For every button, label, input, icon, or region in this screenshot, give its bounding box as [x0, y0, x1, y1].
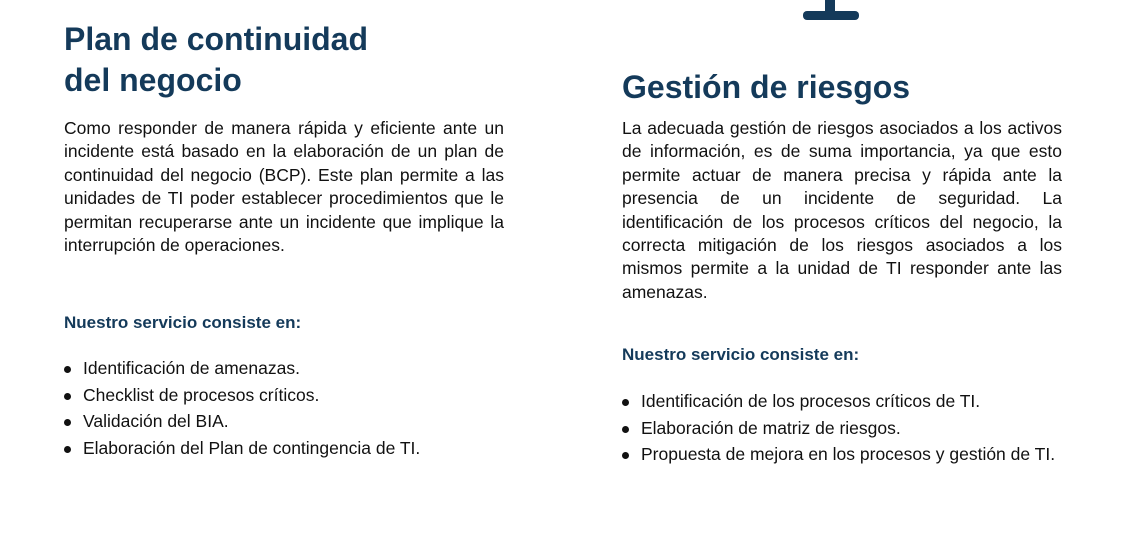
list-item: Identificación de amenazas.	[64, 357, 504, 381]
title-line-1: Plan de continuidad	[64, 21, 369, 57]
section-paragraph: Como responder de manera rápida y eficiente ante un incidente está basado en la elaboración de un plan de continuidad del negocio (BCP). Este plan permite a las unidades de TI poder establecer procedimientos que le permitan recuperarse ante un incidente que implique la interrupción de operaciones.	[64, 118, 504, 256]
title-line-2: del negocio	[64, 62, 242, 98]
list-item: Elaboración del Plan de contingencia de TI.	[64, 437, 504, 461]
list-item: Checklist de procesos críticos.	[64, 384, 504, 408]
service-list	[64, 357, 504, 463]
list-item: Identificación de los procesos críticos de TI.	[622, 390, 1062, 414]
list-item: Validación del BIA.	[64, 410, 504, 434]
service-subheading: Nuestro servicio consiste en:	[622, 345, 860, 364]
monitor-stand-icon	[803, 0, 861, 20]
section-paragraph: La adecuada gestión de riesgos asociados a los activos de información, es de suma importancia, ya que esto permite actuar de manera precisa y rápida ante la presencia de un incidente de seguridad. La identificación de los procesos críticos del negocio, la correcta mitigación de los riesgos asociados a los mismos permite a la unidad de TI responder ante las amenazas.	[622, 118, 1062, 302]
section-title: Gestión de riesgos	[622, 69, 911, 105]
list-item: Propuesta de mejora en los procesos y gestión de TI.	[622, 443, 1062, 467]
list-item: Elaboración de matriz de riesgos.	[622, 417, 1062, 441]
section-title	[64, 19, 368, 101]
service-subheading: Nuestro servicio consiste en:	[64, 313, 302, 332]
service-list	[622, 390, 1062, 470]
